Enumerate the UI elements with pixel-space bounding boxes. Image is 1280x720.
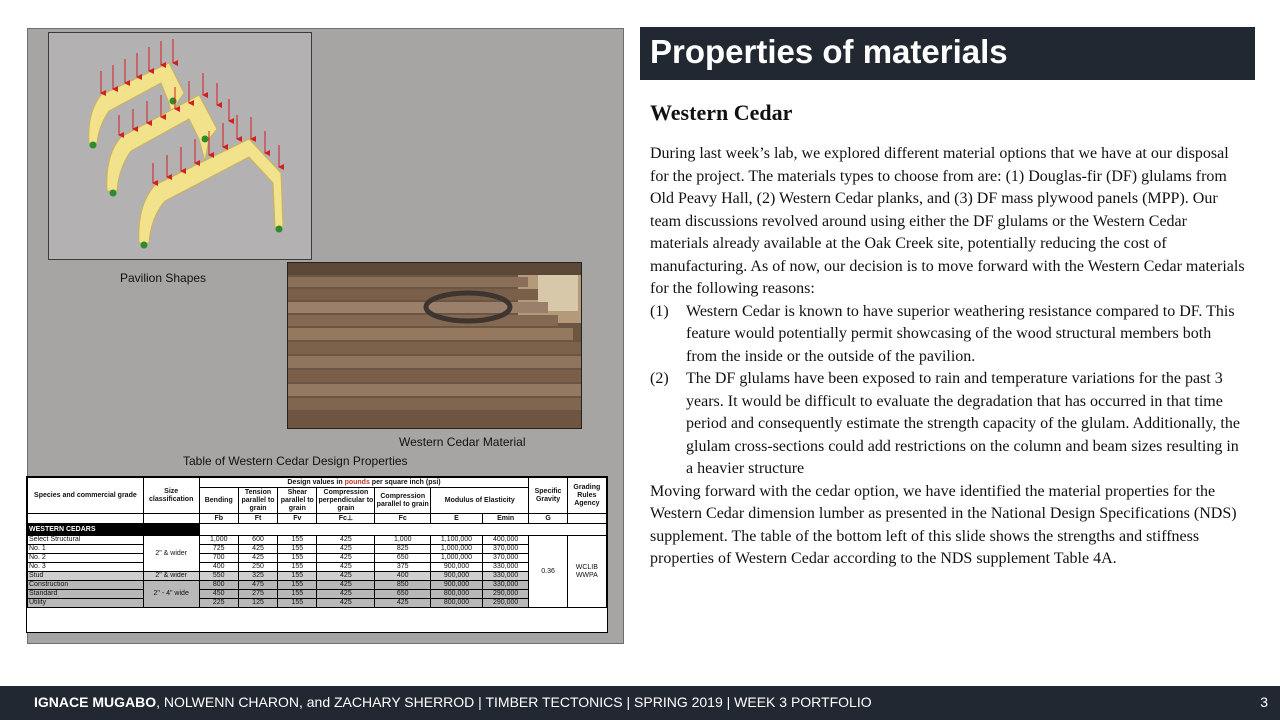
cell: 400 xyxy=(375,572,431,581)
table-row: Select Structural xyxy=(28,536,144,545)
list-number: (1) xyxy=(650,302,669,320)
sym-fb: Fb xyxy=(199,514,238,524)
cell: 1,000,000 xyxy=(431,554,483,563)
cell: 155 xyxy=(278,572,317,581)
cell: 600 xyxy=(238,536,277,545)
table-row: Standard xyxy=(28,590,144,599)
header-moe: Modulus of Elasticity xyxy=(431,488,529,514)
cell: 125 xyxy=(238,599,277,608)
title-bar xyxy=(640,27,1255,80)
lead-author: IGNACE MUGABO xyxy=(34,694,157,710)
cell: 250 xyxy=(238,563,277,572)
design-values-table xyxy=(26,476,608,633)
cell: 155 xyxy=(278,581,317,590)
header-gravity: Specific Gravity xyxy=(529,478,567,514)
section-heading: Western Cedar xyxy=(650,100,793,125)
sym-e: E xyxy=(431,514,483,524)
table-caption: Table of Western Cedar Design Properties xyxy=(183,454,408,468)
cell: 400,000 xyxy=(482,536,529,545)
intro-paragraph: During last week’s lab, we explored different material options that we have at our disposal for the project. The materials types to choose from are: (1) Douglas-fir (DF) glulams from Old Peavy Hall, (2) Western Cedar planks, and (3) DF mass plywood panels (MPP). Our team discussions revolved around using either the DF glulams or the Western Cedar materials already available at the Oak Creek site, potentially reducing the cost of manufacturing. As of now, our decision is to move forward with the Western Cedar materials for the following reasons: xyxy=(650,145,1245,297)
cell: 155 xyxy=(278,599,317,608)
cell: 375 xyxy=(375,563,431,572)
cell: 650 xyxy=(375,554,431,563)
cell: 155 xyxy=(278,563,317,572)
list-text: The DF glulams have been exposed to rain and temperature variations for the past 3 years. It would be difficult to evaluate the degradation that has occurred in that time period and consequently estimate the strength capacity of the glulam. Additionally, the glulam cross-sections could add restrictions on the column and beam sizes resulting in a heavier structure xyxy=(686,370,1240,477)
cell: 425 xyxy=(238,545,277,554)
cell: 425 xyxy=(317,572,375,581)
cell: 370,000 xyxy=(482,545,529,554)
cell: 900,000 xyxy=(431,581,483,590)
cell: 800,000 xyxy=(431,599,483,608)
table-row: Utility xyxy=(28,599,144,608)
header-size: Size classification xyxy=(143,478,199,514)
cell: 290,000 xyxy=(482,590,529,599)
sym-ft: Ft xyxy=(238,514,277,524)
cell: 725 xyxy=(199,545,238,554)
body-text xyxy=(650,143,1245,571)
header-bending: Bending xyxy=(199,488,238,514)
cell: 325 xyxy=(238,572,277,581)
cell: 425 xyxy=(317,536,375,545)
cell: 155 xyxy=(278,536,317,545)
list-item xyxy=(650,368,1245,481)
western-cedar-photo xyxy=(287,262,582,429)
cell: 330,000 xyxy=(482,581,529,590)
pavilion-shapes-figure xyxy=(48,32,312,260)
sym-fcperp: Fc⊥ xyxy=(317,514,375,524)
footer-credits xyxy=(34,694,872,710)
cell: 330,000 xyxy=(482,572,529,581)
sym-emin: Emin xyxy=(482,514,529,524)
table-row: No. 1 xyxy=(28,545,144,554)
group-label: WESTERN CEDARS xyxy=(28,524,200,536)
cell: 475 xyxy=(238,581,277,590)
table-row: Construction xyxy=(28,581,144,590)
cell: 400 xyxy=(199,563,238,572)
page-number: 3 xyxy=(1260,694,1268,710)
size-class-c: 2" - 4" wide xyxy=(143,581,199,608)
cell: 155 xyxy=(278,554,317,563)
cell: 425 xyxy=(375,599,431,608)
cell: 225 xyxy=(199,599,238,608)
list-number: (2) xyxy=(650,370,669,387)
cell: 1,000 xyxy=(199,536,238,545)
header-comp-perp: Compression perpendicular to grain xyxy=(318,488,374,512)
pavilion-caption: Pavilion Shapes xyxy=(120,271,207,285)
cell: 550 xyxy=(199,572,238,581)
cell: 425 xyxy=(317,545,375,554)
header-comp-par: Compression parallel to grain xyxy=(375,488,431,514)
cell: 370,000 xyxy=(482,554,529,563)
sym-fv: Fv xyxy=(278,514,317,524)
slide-title: Properties of materials xyxy=(650,33,1008,70)
sym-g: G xyxy=(529,514,567,524)
cell: 450 xyxy=(199,590,238,599)
cell: 425 xyxy=(238,554,277,563)
material-caption: Western Cedar Material xyxy=(399,435,526,449)
cell: 425 xyxy=(317,599,375,608)
header-design-values: Design values in pounds per square inch (psi) xyxy=(199,478,529,488)
cell: 425 xyxy=(317,581,375,590)
header-grading: Grading Rules Agency xyxy=(567,478,606,514)
cell: 290,000 xyxy=(482,599,529,608)
cell: 1,000,000 xyxy=(431,545,483,554)
cell: 155 xyxy=(278,590,317,599)
sym-fc: Fc xyxy=(375,514,431,524)
cell: 1,100,000 xyxy=(431,536,483,545)
conclusion-paragraph: Moving forward with the cedar option, we have identified the material properties for the Western Cedar dimension lumber as presented in the National Design Specifications (NDS) supplement. The table of the bottom left of this slide shows the strengths and stiffness properties of Western Cedar according to the NDS supplement Table 4A. xyxy=(650,482,1237,567)
grading-agency: WCLIB WWPA xyxy=(567,536,606,608)
gravity-value: 0.36 xyxy=(529,536,567,608)
footer-details: , NOLWENN CHARON, and ZACHARY SHERROD | TIMBER TECTONICS | SPRING 2019 | WEEK 3 PORTFOLIO xyxy=(156,694,872,710)
cell: 900,000 xyxy=(431,572,483,581)
pavilion-frame-front xyxy=(139,139,283,243)
cell: 650 xyxy=(375,590,431,599)
cell: 425 xyxy=(317,563,375,572)
header-tension: Tension parallel to grain xyxy=(238,488,277,514)
table-row: No. 2 xyxy=(28,554,144,563)
cell: 1,000 xyxy=(375,536,431,545)
cell: 850 xyxy=(375,581,431,590)
size-class-a: 2" & wider xyxy=(143,536,199,572)
cell: 425 xyxy=(317,554,375,563)
cell: 330,000 xyxy=(482,563,529,572)
cell: 155 xyxy=(278,545,317,554)
cell: 800 xyxy=(199,581,238,590)
cell: 275 xyxy=(238,590,277,599)
header-species: Species and commercial grade xyxy=(28,478,144,514)
list-item xyxy=(650,301,1245,369)
size-class-b: 2" & wider xyxy=(143,572,199,581)
footer-bar xyxy=(0,686,1280,720)
cell: 900,000 xyxy=(431,563,483,572)
cell: 825 xyxy=(375,545,431,554)
header-shear: Shear parallel to grain xyxy=(278,488,317,514)
cell: 425 xyxy=(317,590,375,599)
list-text: Western Cedar is known to have superior weathering resistance compared to DF. This feature would potentially permit showcasing of the wood structural members both from the inside or the outside of the pavilion. xyxy=(686,302,1235,365)
table-row: No. 3 xyxy=(28,563,144,572)
cell: 800,000 xyxy=(431,590,483,599)
table-row: Stud xyxy=(28,572,144,581)
cell: 700 xyxy=(199,554,238,563)
